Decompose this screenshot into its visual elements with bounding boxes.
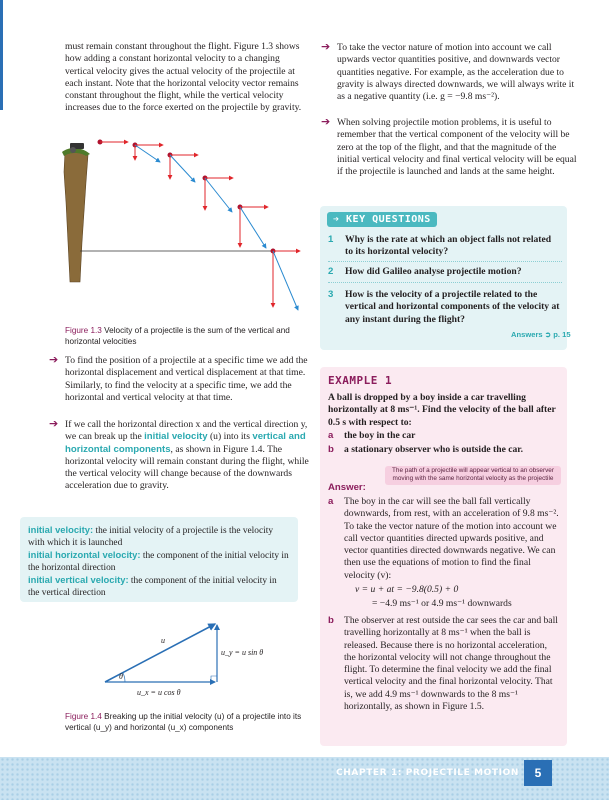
cliff (64, 150, 88, 282)
label-theta: θ (119, 672, 123, 681)
divider (328, 261, 562, 262)
key-question-item: 1 Why is the rate at which an object falls not related to its horizontal velocity? (328, 234, 552, 258)
example-part-b: b a stationary observer who is outside the car. (328, 444, 524, 455)
arrow-right-icon: ➔ (321, 40, 331, 53)
figure-1-4-caption: Figure 1.4 Breaking up the initial velocity (u) of a projectile into its vertical (u_y) and horizontal (u_x) components (65, 712, 302, 732)
bullet-position: ➔ To find the position of a projectile at a specific time we add the horizontal displacement and vertical displacement at that time. Similarly, to find the velocity at a specific time, we add the horizontal and vertical velocity at that time. (49, 353, 308, 403)
bullet-components: ➔ If we call the horizontal direction x and the vertical direction y, we can break up the initial velocity (u) into its vertical and horizontal components, as shown in Figure 1.4. The horizontal velocity will remain constant during the flight, while the vertical velocity will change because of the downwards acceleration due to gravity. (49, 417, 309, 492)
key-question-item: 3 How is the velocity of a projectile related to the vertical and horizontal components of the velocity at any instant during the flight? (328, 289, 560, 325)
example-question: A ball is dropped by a boy inside a car travelling horizontally at 8 ms⁻¹. Find the velocity of the ball after 0.5 s with respect to: (328, 392, 556, 428)
key-question-item: 2 How did Galileo analyse projectile motion? (328, 266, 522, 277)
figure-1-3 (60, 122, 310, 318)
arrow-right-icon: ➔ (49, 417, 59, 430)
arrow-right-icon: ➔ (49, 353, 59, 366)
answers-link[interactable]: Answers ➲ p. 15 (511, 330, 571, 339)
intro-paragraph: must remain constant throughout the flight. Figure 1.3 shows how adding a constant horizontal velocity to a changing vertical velocity gives the actual velocity of the projectile at each instant. Note that the horizontal velocity vector remains constant throughout the flight, while the vertical velocity increases due to the force exerted on the projectile by gravity. (65, 41, 302, 114)
glossary-entry: initial horizontal velocity: the component of the initial velocity in the horizontal direction (28, 549, 289, 573)
equation-line-1: v = u + at = −9.8(0.5) + 0 (355, 584, 459, 595)
answer-part-a: a The boy in the car will see the ball fall vertically downwards, from rest, with an acceleration of 9.8 ms⁻². To take the vector nature of the motion into account we call vector quantities directed upwards positive, and vector quantities directed downwards negative. We can then use the equations of motion to find the final velocity (v): (328, 496, 559, 581)
equation-line-2: = −4.9 ms⁻¹ or 4.9 ms⁻¹ downwards (372, 598, 512, 609)
label-ux: u_x = u cos θ (137, 688, 181, 697)
label-u: u (161, 636, 165, 645)
label-uy: u_y = u sin θ (221, 648, 264, 657)
margin-note: The path of a projectile will appear vertical to an observer moving with the same horizontal velocity as the projectile (385, 466, 561, 485)
arrow-right-icon: ➔ (321, 115, 331, 128)
answer-label: Answer: (328, 482, 366, 493)
page-edge-strip (0, 0, 3, 110)
example-heading: EXAMPLE 1 (328, 374, 393, 387)
chapter-title: CHAPTER 1: PROJECTILE MOTION (336, 768, 519, 778)
figure-1-3-caption: Figure 1.3 Velocity of a projectile is the sum of the vertical and horizontal velocities (65, 326, 290, 346)
figure-1-4 (95, 615, 270, 705)
key-questions-heading: ➔ KEY QUESTIONS (327, 212, 437, 227)
bullet-sign-convention: ➔ To take the vector nature of motion into account we call upwards vector quantities positive, and downwards vector quantities negative. For example, as the acceleration due to gravity is always directed downwards, we will always write it as a negative quantity (i.e. g = −9.8 ms⁻²). (321, 40, 575, 103)
glossary (28, 524, 290, 600)
divider (328, 282, 562, 283)
glossary-entry: initial velocity: the initial velocity of a projectile is the velocity with which it is launched (28, 524, 274, 548)
glossary-entry: initial vertical velocity: the component of the initial velocity in the vertical direction (28, 574, 277, 598)
answer-part-b: b The observer at rest outside the car sees the car and ball travelling horizontally at 8 ms⁻¹ when the ball is released. Because there is no horizontal acceleration, the horizontal velocity will not change throughout the flight. To determine the final velocity we add the final vertical velocity and the final horizontal velocity. That is, we add 4.9 ms⁻¹ downwards to the 8 ms⁻¹ horizontally, as shown in Figure 1.5. (328, 615, 558, 713)
example-part-a: a the boy in the car (328, 430, 416, 441)
footer-band (0, 757, 609, 800)
bullet-solving-tips: ➔ When solving projectile motion problems, it is useful to remember that the vertical component of the velocity will be zero at the top of the flight, and that the magnitude of the initial vertical velocity and final vertical velocity will be equal if the projectile is launched and lands at the same height. (321, 115, 577, 178)
page-number: 5 (524, 760, 552, 786)
